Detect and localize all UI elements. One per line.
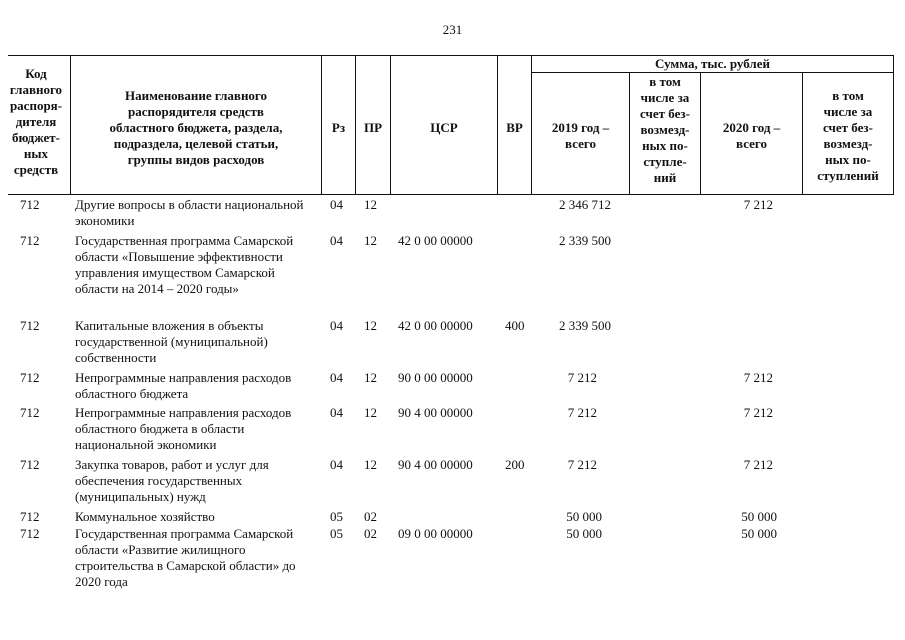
col-divider — [893, 55, 894, 195]
row-pr: 02 — [364, 509, 377, 524]
row-rz: 04 — [330, 457, 343, 472]
row-name: Коммунальное хозяйство — [75, 509, 215, 524]
row-2019: 2 339 500 — [559, 233, 611, 248]
header-bottom-border — [8, 194, 893, 195]
row-csr: 42 0 00 00000 — [398, 233, 473, 248]
row-pr: 12 — [364, 370, 377, 385]
row-csr: 90 0 00 00000 — [398, 370, 473, 385]
row-csr: 09 0 00 00000 — [398, 526, 473, 541]
header-name: Наименование главного распорядителя средств областного бюджета, раздела, подраздела, целевой статьи, группы видов расходов — [109, 88, 283, 167]
row-2019: 7 212 — [567, 370, 597, 385]
header-2019-free: в том числе за счет без- возмезд- ных по- ступле- ний — [640, 74, 690, 185]
row-vr: 200 — [505, 457, 525, 472]
row-2020: 7 212 — [743, 197, 773, 212]
row-2020: 7 212 — [743, 405, 773, 420]
row-rz: 04 — [330, 370, 343, 385]
row-2019: 7 212 — [567, 405, 597, 420]
row-code: 712 — [20, 370, 40, 385]
header-2019-total: 2019 год – всего — [551, 120, 610, 151]
row-csr: 90 4 00 00000 — [398, 457, 473, 472]
row-name: Закупка товаров, работ и услуг для обеспечения государственных (муниципальных) нужд — [75, 457, 269, 504]
row-name: Государственная программа Самарской области «Повышение эффективности управления имуществом Самарской области на 2014 – 2020 годы» — [75, 233, 294, 296]
row-2019: 50 000 — [566, 509, 602, 524]
header-2020-free: в том числе за счет без- возмезд- ных по- ступлений — [817, 88, 879, 183]
header-pr: ПР — [363, 120, 383, 135]
row-code: 712 — [20, 457, 40, 472]
row-2019: 50 000 — [566, 526, 602, 541]
row-2020: 50 000 — [741, 509, 777, 524]
row-code: 712 — [20, 197, 40, 212]
row-name: Непрограммные направления расходов областного бюджета в области национальной экономики — [75, 405, 292, 452]
row-pr: 12 — [364, 197, 377, 212]
row-name: Капитальные вложения в объекты государственной (муниципальной) собственности — [75, 318, 268, 365]
row-name: Государственная программа Самарской области «Развитие жилищного строительства в Самарской области» до 2020 года — [75, 526, 296, 589]
row-pr: 12 — [364, 233, 377, 248]
row-rz: 05 — [330, 526, 343, 541]
row-code: 712 — [20, 526, 40, 541]
header-vr: ВР — [506, 120, 523, 135]
row-rz: 05 — [330, 509, 343, 524]
row-pr: 12 — [364, 405, 377, 420]
row-csr: 42 0 00 00000 — [398, 318, 473, 333]
header-rz: Рз — [331, 120, 346, 135]
header-2020-total: 2020 год – всего — [722, 120, 781, 151]
row-csr: 90 4 00 00000 — [398, 405, 473, 420]
row-code: 712 — [20, 509, 40, 524]
row-2019: 2 339 500 — [559, 318, 611, 333]
sum-subheader-border — [531, 72, 893, 73]
row-rz: 04 — [330, 405, 343, 420]
header-csr: ЦСР — [430, 120, 458, 135]
row-2020: 50 000 — [741, 526, 777, 541]
row-2020: 7 212 — [743, 370, 773, 385]
row-pr: 02 — [364, 526, 377, 541]
row-2019: 7 212 — [567, 457, 597, 472]
row-pr: 12 — [364, 457, 377, 472]
row-2019: 2 346 712 — [559, 197, 611, 212]
row-rz: 04 — [330, 233, 343, 248]
row-rz: 04 — [330, 197, 343, 212]
row-name: Другие вопросы в области национальной экономики — [75, 197, 304, 228]
row-code: 712 — [20, 233, 40, 248]
row-name: Непрограммные направления расходов областного бюджета — [75, 370, 292, 401]
row-2020: 7 212 — [743, 457, 773, 472]
row-code: 712 — [20, 318, 40, 333]
row-vr: 400 — [505, 318, 525, 333]
header-sum: Сумма, тыс. рублей — [655, 56, 770, 71]
header-code: Код главного распоря- дителя бюджет- ных средств — [9, 66, 63, 177]
row-code: 712 — [20, 405, 40, 420]
row-pr: 12 — [364, 318, 377, 333]
row-rz: 04 — [330, 318, 343, 333]
page-number: 231 — [442, 22, 463, 37]
